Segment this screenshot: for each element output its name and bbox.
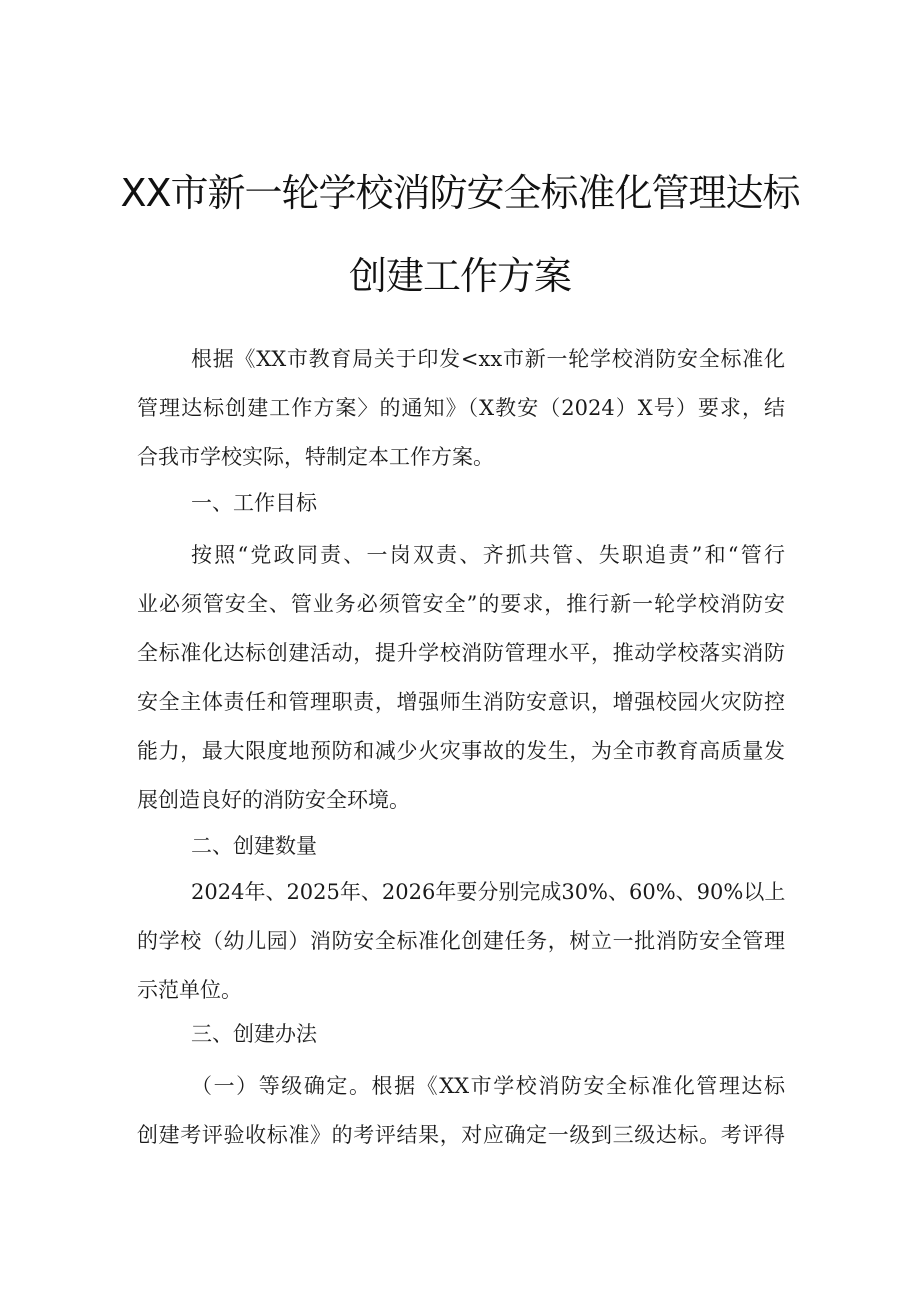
intro-paragraph [137, 335, 785, 482]
section-1-heading [137, 479, 785, 528]
intro-line-2: 管理达标创建工作方案〉的通知》（X教安（2024）X号）要求，结 [137, 396, 785, 420]
section-3-paragraph [137, 1062, 785, 1160]
section-1-line-6: 展创造良好的消防安全环境。 [137, 788, 410, 812]
section-2-line-2: 的学校（幼儿园）消防安全标准化创建任务，树立一批消防安全管理 [137, 929, 785, 953]
section-1-heading-text: 一、工作目标 [191, 491, 317, 515]
intro-line-3: 合我市学校实际，特制定本工作方案。 [137, 445, 494, 469]
section-1-line-5: 能力，最大限度地预防和减少火灾事故的发生，为全市教育高质量发 [137, 739, 785, 763]
document-title-line-1: XX市新一轮学校消防安全标准化管理达标 [120, 171, 800, 215]
intro-line-1: 根据《XX市教育局关于印发<xx市新一轮学校消防安全标准化 [191, 347, 785, 371]
section-1-line-3: 全标准化达标创建活动，提升学校消防管理水平，推动学校落实消防 [137, 641, 785, 665]
section-2-heading [137, 822, 785, 871]
document-title-line-2: 创建工作方案 [348, 254, 571, 298]
section-2-line-1: 2024年、2025年、2026年要分别完成30%、60%、90%以上 [191, 880, 786, 904]
section-2-line-3: 示范单位。 [137, 978, 242, 1002]
section-3-heading [137, 1010, 785, 1059]
section-3-heading-text: 三、创建办法 [191, 1022, 317, 1046]
section-2-heading-text: 二、创建数量 [191, 834, 317, 858]
section-3-line-1: （一）等级确定。根据《XX市学校消防安全标准化管理达标 [191, 1074, 785, 1098]
section-3-line-2: 创建考评验收标准》的考评结果，对应确定一级到三级达标。考评得 [137, 1123, 785, 1147]
section-1-line-1: 按照“党政同责、一岗双责、齐抓共管、失职追责”和“管行 [191, 543, 785, 567]
section-1-paragraph [137, 531, 785, 825]
section-1-line-4: 安全主体责任和管理职责，增强师生消防安意识，增强校园火灾防控 [137, 690, 785, 714]
section-1-line-2: 业必须管安全、管业务必须管安全”的要求，推行新一轮学校消防安 [137, 592, 785, 616]
section-2-paragraph [137, 868, 785, 1015]
